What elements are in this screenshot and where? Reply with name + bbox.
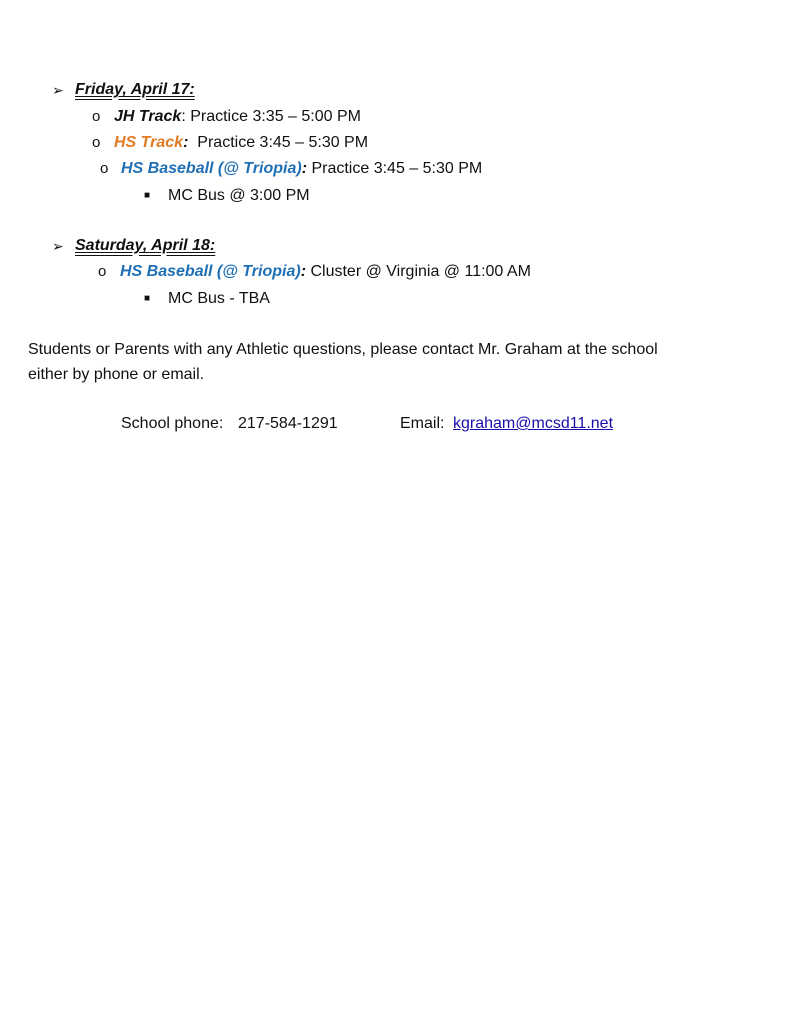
event-hs-baseball-saturday: HS Baseball (@ Triopia): Cluster @ Virginia @ 11:00 AM xyxy=(120,263,531,280)
circle-bullet-icon: o xyxy=(92,108,101,125)
email-link[interactable]: kgraham@mcsd11.net xyxy=(453,415,614,432)
bus-note-friday: MC Bus @ 3:00 PM xyxy=(168,187,310,204)
square-bullet-icon: ■ xyxy=(144,293,151,304)
day-heading-saturday: Saturday, April 18: xyxy=(75,237,216,254)
email-label: Email: xyxy=(400,415,445,432)
event-jh-track: JH Track: Practice 3:35 – 5:00 PM xyxy=(114,108,361,125)
day-heading-friday: Friday, April 17: xyxy=(75,81,195,98)
bus-note-saturday: MC Bus - TBA xyxy=(168,290,270,307)
circle-bullet-icon: o xyxy=(100,160,109,177)
event-hs-baseball-friday: HS Baseball (@ Triopia): Practice 3:45 – 5:30 PM xyxy=(121,160,483,177)
phone-number: 217-584-1291 xyxy=(238,415,338,432)
circle-bullet-icon: o xyxy=(98,263,107,280)
circle-bullet-icon: o xyxy=(92,134,101,151)
arrow-bullet-icon: ➢ xyxy=(52,238,64,254)
phone-label: School phone: xyxy=(121,415,224,432)
contact-paragraph-line2: either by phone or email. xyxy=(28,366,205,383)
square-bullet-icon: ■ xyxy=(144,190,151,201)
arrow-bullet-icon: ➢ xyxy=(52,82,64,98)
event-hs-track: HS Track: Practice 3:45 – 5:30 PM xyxy=(114,134,369,151)
contact-paragraph-line1: Students or Parents with any Athletic questions, please contact Mr. Graham at the school xyxy=(28,341,658,358)
